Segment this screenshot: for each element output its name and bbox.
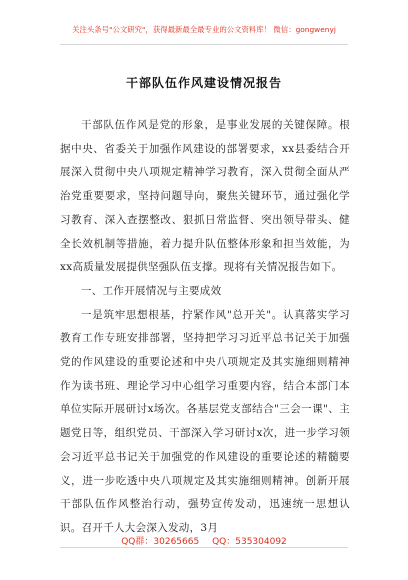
document-body	[60, 114, 350, 541]
document-title: 干部队伍作风建设情况报告	[125, 76, 282, 90]
footer-contact	[0, 534, 408, 547]
footer-qq-group: QQ群：30265665	[121, 537, 200, 547]
header-banner: 关注头条号"公文研究"，获得最新最全最专业的公文资料库！ 微信：gongwenyj	[72, 25, 336, 34]
header-divider	[60, 44, 348, 45]
intro-paragraph: 干部队伍作风是党的形象，是事业发展的关键保障。根据中央、省委关于加强作风建设的部署要求，xx县委结合开展深入贯彻中央八项规定精神学习教育，深入贯彻全面从严治党重要要求，坚持问题导向，聚焦关键环节，通过强化学习教育、深入查摆整改、狠抓日常监督、突出领导带头、健全长效机制等措施，着力提升队伍整体形象和担当效能，为xx高质量发展提供坚强队伍支撑。现将有关情况报告如下。	[60, 119, 350, 274]
footer-qq-number: QQ：535304092	[212, 537, 287, 547]
body-paragraph: 一是筑牢思想根基，拧紧作风"总开关"。认真落实学习教育工作专班安排部署，坚持把学习习近平总书记关于加强党的作风建设的重要论述和中央八项规定及其实施细则精神作为读书班、理论学习中心组学习重要内容，结合本部门本单位实际开展研讨x场次。各基层党支部结合"三会一课"、主题党日等，组织党员、干部深入学习研讨x次，进一步学习领会习近平总书记关于加强党的作风建设的重要论述的精髓要义，进一步吃透中央八项规定及其实施细则精神。创新开展干部队伍作风整治行动，强势宣传发动，迅速统一思想认识。召开千人大会深入发动，3月	[60, 308, 350, 534]
footer-divider	[60, 547, 348, 548]
section-heading: 一、工作开展情况与主要成效	[81, 284, 222, 297]
